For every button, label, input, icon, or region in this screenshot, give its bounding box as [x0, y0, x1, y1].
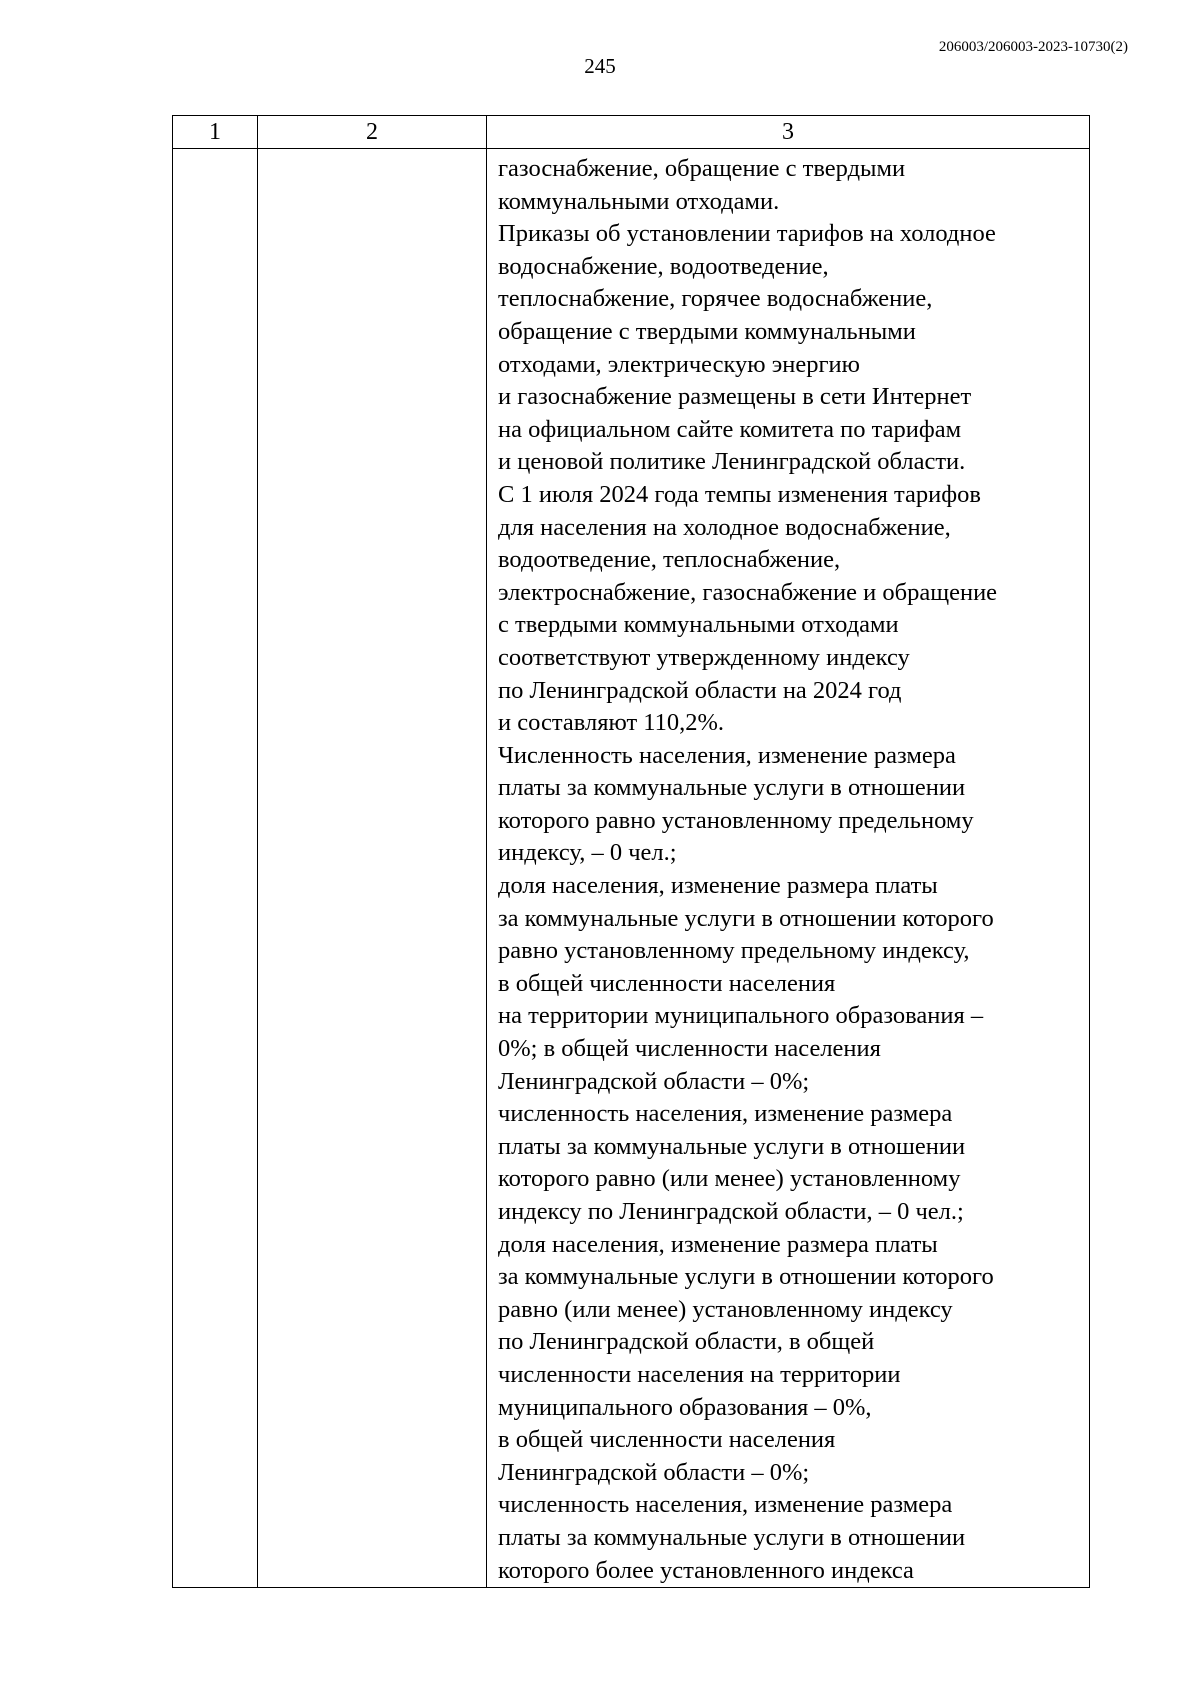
text-line: муниципального образования – 0%,: [498, 1393, 872, 1421]
cell-column-3: [487, 149, 1090, 1588]
text-line: и ценовой политике Ленинградской области.: [498, 448, 966, 476]
text-line: в общей численности населения: [498, 1426, 836, 1454]
data-table: [172, 115, 1090, 1588]
text-line: и составляют 110,2%.: [498, 709, 725, 737]
text-line: Ленинградской области – 0%;: [498, 1458, 810, 1486]
text-line: на территории муниципального образования –: [498, 1002, 984, 1030]
text-line: доля населения, изменение размера платы: [498, 1230, 938, 1258]
text-line: по Ленинградской области на 2024 год: [498, 676, 902, 704]
cell-column-3-text: [487, 149, 1089, 1587]
text-line: электроснабжение, газоснабжение и обращение: [498, 578, 998, 606]
text-line: численности населения на территории: [498, 1360, 901, 1388]
cell-column-2: [258, 149, 487, 1588]
text-line: платы за коммунальные услуги в отношении: [498, 1523, 966, 1551]
text-line: индексу, – 0 чел.;: [498, 839, 677, 867]
text-line: которого более установленного индекса: [498, 1556, 914, 1584]
text-line: равно (или менее) установленному индексу: [498, 1295, 953, 1323]
text-line: численность населения, изменение размера: [498, 1100, 953, 1128]
text-line: за коммунальные услуги в отношении которого: [498, 904, 994, 932]
text-line: Ленинградской области – 0%;: [498, 1067, 810, 1095]
text-line: на официальном сайте комитета по тарифам: [498, 415, 962, 443]
page-number: 245: [584, 54, 616, 78]
document-id: 206003/206003-2023-10730(2): [938, 39, 1128, 55]
text-line: численность населения, изменение размера: [498, 1491, 953, 1519]
text-line: индексу по Ленинградской области, – 0 чел.;: [498, 1198, 964, 1225]
text-line: доля населения, изменение размера платы: [498, 872, 938, 900]
text-line: с твердыми коммунальными отходами: [498, 611, 899, 639]
cell-column-1: [173, 149, 258, 1588]
column-header-1: 1: [173, 116, 258, 149]
text-line: которого равно установленному предельному: [498, 806, 974, 834]
text-line: равно установленному предельному индексу,: [498, 937, 970, 965]
text-line: в общей численности населения: [498, 969, 836, 997]
text-line: водоотведение, теплоснабжение,: [498, 546, 841, 574]
text-line: С 1 июля 2024 года темпы изменения тарифов: [498, 480, 981, 508]
text-line: отходами, электрическую энергию: [498, 350, 860, 378]
text-line: для населения на холодное водоснабжение,: [498, 513, 951, 541]
text-line: 0%; в общей численности населения: [498, 1035, 881, 1063]
text-line: платы за коммунальные услуги в отношении: [498, 1132, 966, 1160]
text-line: водоснабжение, водоотведение,: [498, 252, 829, 280]
text-line: коммунальными отходами.: [498, 187, 780, 215]
column-header-2: 2: [258, 116, 487, 149]
text-line: по Ленинградской области, в общей: [498, 1328, 875, 1356]
text-line: Численность населения, изменение размера: [498, 741, 956, 769]
text-line: газоснабжение, обращение с твердыми: [498, 155, 906, 182]
column-header-3: 3: [487, 116, 1090, 149]
text-line: и газоснабжение размещены в сети Интернет: [498, 383, 972, 411]
text-line: платы за коммунальные услуги в отношении: [498, 774, 966, 802]
text-line: обращение с твердыми коммунальными: [498, 317, 916, 345]
table-header-row: [173, 116, 1090, 149]
text-line: за коммунальные услуги в отношении которого: [498, 1263, 994, 1291]
text-line: теплоснабжение, горячее водоснабжение,: [498, 285, 933, 313]
text-line: Приказы об установлении тарифов на холодное: [498, 220, 996, 248]
text-line: соответствуют утвержденному индексу: [498, 643, 910, 671]
table-row: [173, 149, 1090, 1588]
text-line: которого равно (или менее) установленному: [498, 1165, 961, 1193]
